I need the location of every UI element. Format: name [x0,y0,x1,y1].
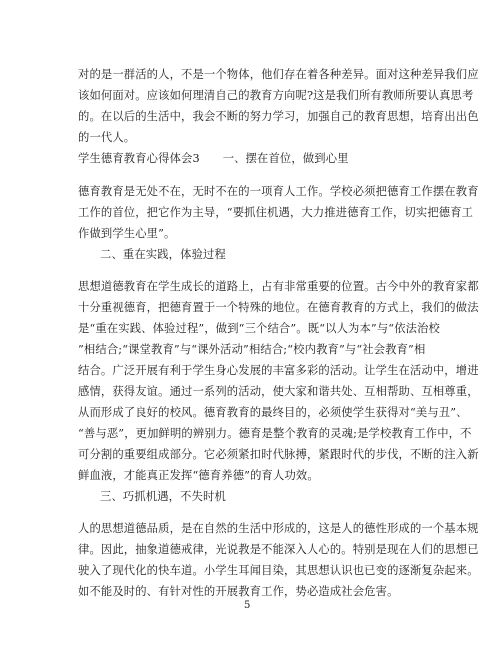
text-line: 结合。广泛开展有利于学生身心发展的丰富多彩的活动。让学生在活动中，增进 [78,364,479,377]
text-line: 工作的首位，把它作为主导，“要抓住机遇，大力推进德育工作，切实把德育工 [78,206,474,219]
text-line: 的。在以后的生活中，我会不断的努力学习，加强自己的教育思想，培育出出色 [78,110,479,123]
text-line: 如不能及时的、有针对性的开展教育工作，势必造成社会危害。 [78,585,399,598]
text-line: 驶入了现代化的快车道。小学生耳闻目染，其思想认识也已变的逐渐复杂起来。 [78,564,479,577]
text-line: ”相结合;“课堂教育”与“课外活动”相结合;“校内教育”与“社会教育”相 [78,343,426,356]
text-line: 律。因此，抽象道德戒律，光说教是不能深入人心的。特别是现在人们的思想已 [78,543,479,556]
section-heading: 二、重在实践，体验过程 [100,248,226,261]
text-line: 对的是一群活的人，不是一个物体，他们存在着各种差异。面对这种差异我们应 [78,68,479,81]
text-line: “善与恶”，更加鲜明的辨别力。德育是整个教育的灵魂;是学校教育工作中，不 [78,427,472,440]
section-heading: 三、巧抓机遇，不失时机 [100,490,226,503]
text-line: 可分割的重要组成部分。它必须紧扣时代脉搏，紧跟时代的步伐，不断的注入新 [78,448,479,461]
text-line: 感情，获得友谊。通过一系列的活动，使大家和谐共处、互相帮助、互相尊重， [78,385,479,398]
text-line: 思想道德教育在学生成长的道路上，占有非常重要的位置。古今中外的教育家都 [78,280,479,293]
text-line: 人的思想道德品质，是在自然的生活中形成的，这是人的德性形成的一个基本规 [78,522,479,535]
text-line: 是“重在实践、体验过程”，做到“三个结合”。既“以人为本”与“依法治校 [78,322,440,335]
text-line: 作做到学生心里”。 [78,227,176,240]
page-number: 5 [244,600,251,611]
text-line: 鲜血液，才能真正发挥“德育养德”的育人功效。 [78,469,319,482]
text-line: 的一代人。 [78,131,136,144]
text-line: 十分重视德育，把德育置于一个特殊的地位。在德育教育的方式上，我们的做法 [78,301,479,314]
text-line: 德育教育是无处不在，无时不在的一项育人工作。学校必须把德育工作摆在教育 [78,185,479,198]
section-heading: 学生德育教育心得体会3 一、摆在首位，做到心里 [78,152,349,165]
text-line: 从而形成了良好的校风。德育教育的最终目的，必须使学生获得对“美与丑”、 [78,406,468,419]
text-line: 该如何面对。应该如何理清自己的教育方向呢?这是我们所有教师所要认真思考 [78,89,474,102]
